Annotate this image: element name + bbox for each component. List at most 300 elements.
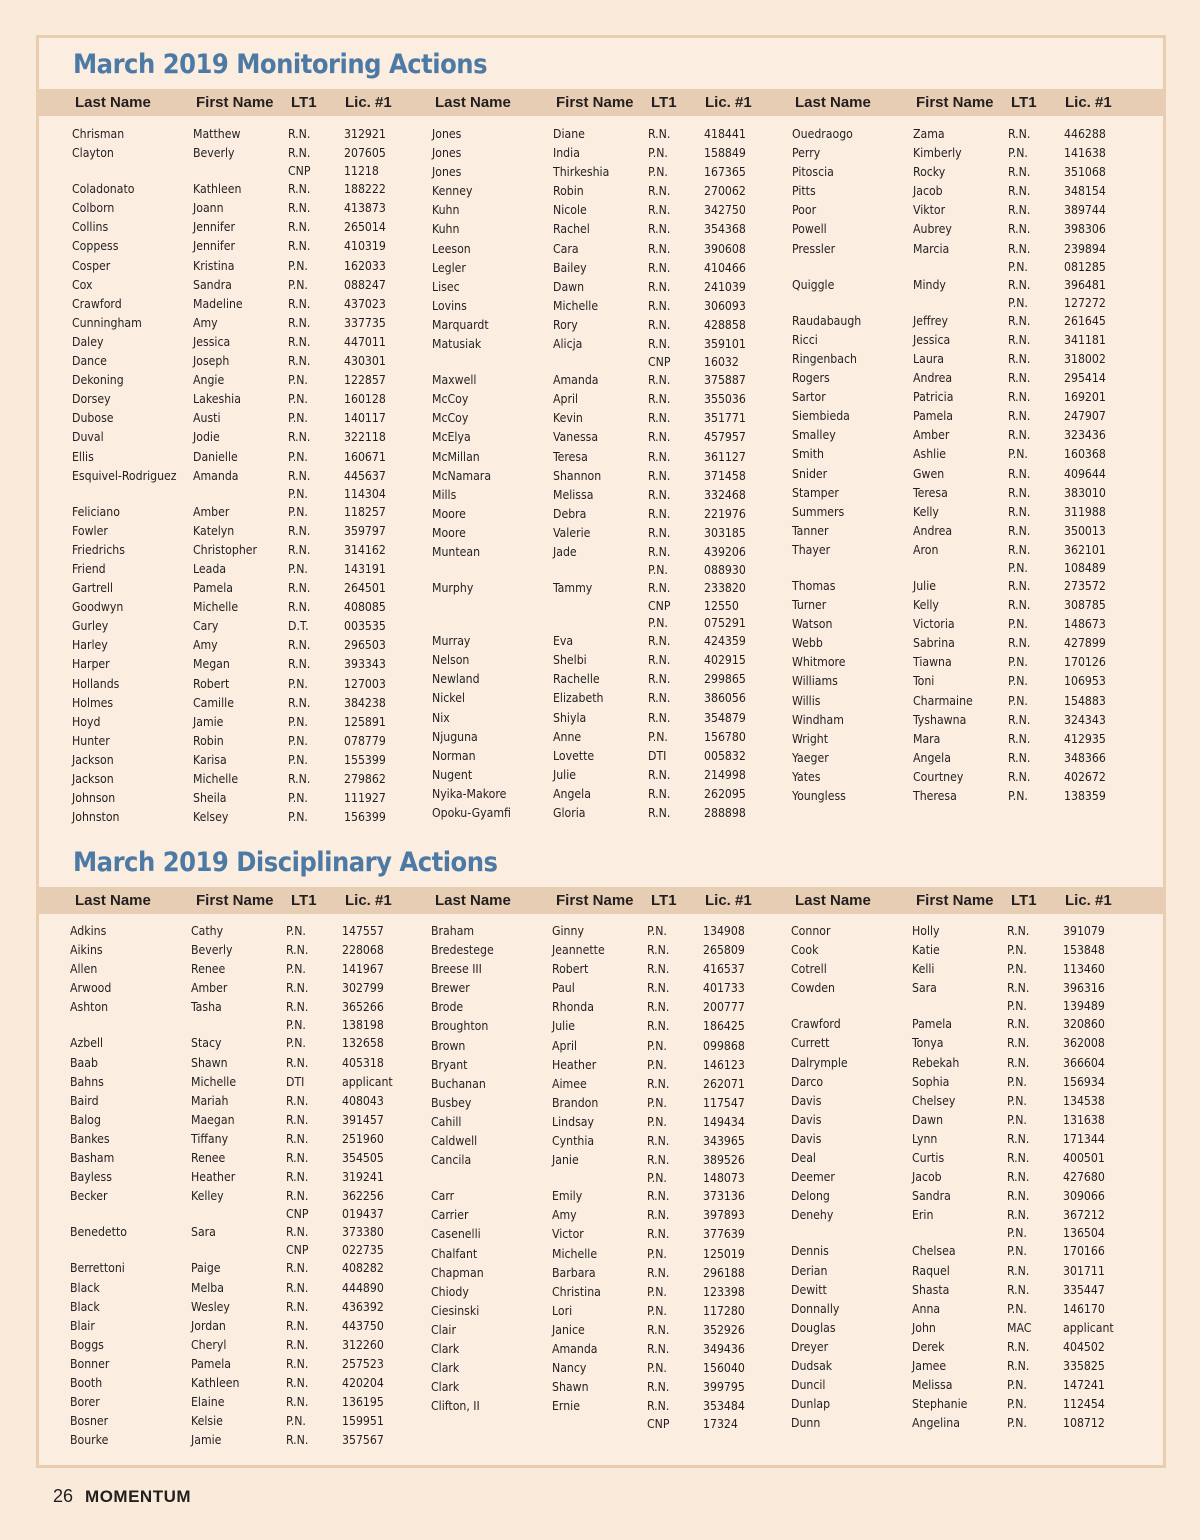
- first-name: Jessica: [913, 332, 951, 347]
- table-row: [72, 560, 418, 579]
- first-name: Victor: [552, 1227, 584, 1242]
- first-name: Stacy: [191, 1036, 222, 1051]
- last-name: Willis: [792, 693, 821, 708]
- license-number: 146170: [1063, 1301, 1105, 1316]
- last-name: Chiody: [431, 1284, 469, 1299]
- last-name: Baab: [70, 1055, 98, 1070]
- table-row: [792, 768, 1138, 787]
- license-number: 309066: [1063, 1189, 1105, 1204]
- license-type: P.N.: [1008, 789, 1028, 803]
- last-name: Harley: [72, 638, 108, 653]
- license-type: P.N.: [648, 563, 668, 578]
- table-row: [70, 1298, 416, 1317]
- table-row: [70, 1223, 416, 1242]
- disciplinary-header-lt1: LT1: [291, 892, 317, 909]
- license-number: 362101: [1064, 542, 1106, 557]
- license-number: 337735: [344, 315, 386, 330]
- license-type: P.N.: [647, 1095, 667, 1110]
- license-type: P.N.: [288, 504, 308, 519]
- monitoring-header-last: Last Name: [75, 94, 151, 111]
- last-name: Cox: [72, 277, 93, 292]
- last-name: Cancila: [431, 1153, 472, 1168]
- last-name: Marquardt: [432, 317, 489, 332]
- last-name: Mills: [432, 487, 457, 502]
- license-type: CNP: [286, 1207, 309, 1222]
- license-number: 134538: [1063, 1093, 1105, 1108]
- last-name: Quiggle: [792, 277, 835, 292]
- license-number: 141967: [342, 962, 384, 977]
- first-name: Joann: [193, 201, 224, 216]
- license-number: 262095: [704, 786, 746, 801]
- license-number: 155399: [344, 752, 386, 767]
- license-type: P.N.: [288, 810, 308, 825]
- first-name: Ginny: [552, 924, 584, 938]
- license-number: 11218: [344, 164, 379, 179]
- license-type: R.N.: [648, 298, 671, 313]
- license-type: R.N.: [648, 767, 671, 782]
- first-name: Teresa: [913, 485, 948, 500]
- first-name: April: [553, 392, 579, 407]
- last-name: Brewer: [431, 981, 470, 996]
- last-name: Coladonato: [72, 182, 135, 197]
- license-type: R.N.: [648, 525, 671, 540]
- first-name: Pamela: [193, 581, 233, 596]
- table-row: [432, 316, 778, 335]
- table-row: [432, 390, 778, 409]
- last-name: Berrettoni: [70, 1261, 125, 1276]
- table-row: [72, 163, 418, 180]
- table-row: [72, 218, 418, 237]
- license-number: 359101: [704, 337, 746, 352]
- last-name: Holmes: [72, 695, 114, 710]
- license-type: R.N.: [648, 449, 671, 464]
- first-name: Robert: [552, 962, 589, 977]
- first-name: Elaine: [191, 1395, 225, 1410]
- first-name: Holly: [912, 924, 940, 938]
- first-name: Nicole: [553, 203, 587, 218]
- license-number: 299865: [704, 672, 746, 687]
- last-name: Borer: [70, 1395, 100, 1410]
- license-type: P.N.: [647, 1038, 667, 1053]
- first-name: Camille: [193, 695, 234, 710]
- last-name: Kenney: [432, 184, 473, 199]
- first-name: Pamela: [913, 409, 953, 424]
- first-name: Madeline: [193, 296, 243, 311]
- license-type: R.N.: [288, 182, 311, 197]
- license-number: 147557: [342, 924, 384, 938]
- license-type: P.N.: [648, 165, 668, 180]
- last-name: Moore: [432, 525, 466, 540]
- license-number: 270062: [704, 184, 746, 199]
- table-row: [791, 922, 1137, 941]
- table-row: [792, 369, 1138, 388]
- first-name: Emily: [552, 1189, 583, 1204]
- first-name: Karisa: [193, 752, 227, 767]
- table-row: [70, 1431, 416, 1450]
- license-number: 320860: [1063, 1017, 1105, 1032]
- table-row: [792, 503, 1138, 522]
- license-type: R.N.: [286, 1299, 309, 1314]
- license-type: R.N.: [1008, 769, 1031, 784]
- table-row: [431, 1017, 777, 1036]
- last-name: Cowden: [791, 981, 835, 996]
- first-name: Heather: [191, 1170, 236, 1185]
- last-name: Deemer: [791, 1170, 835, 1185]
- license-number: 373380: [342, 1225, 384, 1240]
- last-name: Dewitt: [791, 1282, 827, 1297]
- last-name: Azbell: [70, 1036, 104, 1051]
- license-type: R.N.: [286, 1395, 309, 1410]
- last-name: Yaeger: [792, 750, 829, 765]
- last-name: Summers: [792, 504, 845, 519]
- first-name: Amanda: [553, 373, 599, 388]
- last-name: Dunn: [791, 1416, 821, 1431]
- license-number: 186425: [703, 1019, 745, 1034]
- page-footer: [53, 1486, 191, 1507]
- license-number: 416537: [703, 962, 745, 977]
- license-type: R.N.: [288, 146, 311, 161]
- license-type: R.N.: [648, 127, 671, 141]
- table-row: [791, 1054, 1137, 1073]
- last-name: Maxwell: [432, 373, 477, 388]
- license-type: R.N.: [286, 943, 309, 958]
- table-row: [70, 941, 416, 960]
- last-name: Yates: [792, 769, 821, 784]
- license-number: 214998: [704, 767, 746, 782]
- license-type: R.N.: [648, 392, 671, 407]
- license-type: P.N.: [286, 1036, 306, 1051]
- first-name: Kathleen: [191, 1375, 240, 1390]
- license-number: 303185: [704, 525, 746, 540]
- table-row: [432, 278, 778, 297]
- table-row: [431, 960, 777, 979]
- last-name: Opoku-Gyamfi: [432, 806, 511, 820]
- table-row: [432, 505, 778, 524]
- license-type: R.N.: [286, 1055, 309, 1070]
- license-number: 122857: [344, 373, 386, 388]
- table-row: [791, 1262, 1137, 1281]
- license-type: R.N.: [648, 317, 671, 332]
- last-name: Basham: [70, 1151, 115, 1166]
- license-number: 375887: [704, 373, 746, 388]
- license-type: P.N.: [1008, 617, 1028, 632]
- table-row: [72, 199, 418, 218]
- table-row: [72, 789, 418, 808]
- last-name: Wright: [792, 731, 829, 746]
- table-row: [70, 1355, 416, 1374]
- license-type: D.T.: [288, 619, 309, 634]
- license-number: 288898: [704, 806, 746, 820]
- license-number: 081285: [1064, 259, 1106, 274]
- monitoring-column-3: [792, 125, 1138, 806]
- license-type: R.N.: [648, 634, 671, 649]
- license-number: 170126: [1064, 655, 1106, 670]
- first-name: Kevin: [553, 411, 583, 426]
- license-type: R.N.: [286, 1000, 309, 1015]
- table-row: [72, 333, 418, 352]
- table-row: [431, 1132, 777, 1151]
- license-type: P.N.: [648, 616, 668, 631]
- license-number: 427899: [1064, 636, 1106, 651]
- license-type: R.N.: [1008, 390, 1031, 405]
- table-row: [792, 331, 1138, 350]
- last-name: Cahill: [431, 1114, 462, 1129]
- license-type: R.N.: [288, 695, 311, 710]
- license-type: R.N.: [1008, 351, 1031, 366]
- license-number: 143191: [344, 561, 386, 576]
- license-number: 156040: [703, 1361, 745, 1376]
- license-number: 169201: [1064, 390, 1106, 405]
- license-type: R.N.: [1007, 1017, 1030, 1032]
- last-name: Perry: [792, 146, 821, 161]
- license-number: 200777: [703, 1000, 745, 1015]
- first-name: Melba: [191, 1280, 224, 1295]
- first-name: Jamie: [193, 714, 224, 729]
- license-number: 311988: [1064, 504, 1106, 519]
- license-number: 408043: [342, 1093, 384, 1108]
- first-name: Marcia: [913, 241, 950, 256]
- first-name: Melissa: [912, 1378, 953, 1393]
- monitoring-header-first: First Name: [196, 94, 274, 111]
- page-number: 26: [53, 1486, 74, 1506]
- last-name: Esquivel-Rodriguez: [72, 468, 177, 483]
- last-name: Goodwyn: [72, 600, 124, 615]
- last-name: Jones: [432, 146, 462, 161]
- table-row: [791, 1073, 1137, 1092]
- table-row: [792, 787, 1138, 806]
- first-name: Austi: [193, 411, 221, 426]
- license-number: 153848: [1063, 943, 1105, 958]
- table-row: [432, 651, 778, 670]
- license-type: R.N.: [288, 239, 311, 254]
- license-number: 149434: [703, 1114, 745, 1129]
- license-type: R.N.: [648, 710, 671, 725]
- license-type: R.N.: [648, 487, 671, 502]
- last-name: Pitoscia: [792, 165, 834, 180]
- table-row: [70, 1187, 416, 1206]
- license-number: 352926: [703, 1322, 745, 1337]
- first-name: Zama: [913, 127, 945, 141]
- first-name: Tyshawna: [913, 712, 967, 727]
- first-name: Wesley: [191, 1299, 230, 1314]
- table-row: [791, 1111, 1137, 1130]
- table-row: [791, 1357, 1137, 1376]
- license-type: R.N.: [288, 430, 311, 445]
- license-type: P.N.: [1007, 1093, 1027, 1108]
- license-type: R.N.: [286, 1356, 309, 1371]
- first-name: Jacob: [912, 1170, 942, 1185]
- license-number: 409644: [1064, 466, 1106, 481]
- table-row: [432, 428, 778, 447]
- table-row: [791, 1034, 1137, 1053]
- last-name: Legler: [432, 260, 466, 275]
- license-number: 351771: [704, 411, 746, 426]
- license-number: 075291: [704, 616, 746, 631]
- table-row: [70, 1259, 416, 1278]
- license-type: R.N.: [648, 241, 671, 256]
- license-number: 136195: [342, 1395, 384, 1410]
- monitoring-title: March 2019 Monitoring Actions: [73, 49, 488, 80]
- license-type: R.N.: [1007, 1036, 1030, 1051]
- table-row: [791, 979, 1137, 998]
- first-name: Jeffrey: [913, 313, 949, 328]
- last-name: Bryant: [431, 1057, 468, 1072]
- table-row: [432, 125, 778, 144]
- last-name: Cunningham: [72, 315, 142, 330]
- first-name: Amy: [193, 638, 218, 653]
- license-number: 112454: [1063, 1397, 1105, 1412]
- first-name: Nancy: [552, 1361, 587, 1376]
- last-name: Dalrymple: [791, 1055, 848, 1070]
- last-name: Ringenbach: [792, 351, 857, 366]
- first-name: Rebekah: [912, 1055, 960, 1070]
- license-type: R.N.: [1008, 203, 1031, 218]
- license-number: 377639: [703, 1227, 745, 1242]
- table-row: [791, 960, 1137, 979]
- table-row: [792, 711, 1138, 730]
- last-name: Dubose: [72, 411, 114, 426]
- first-name: Angie: [193, 373, 225, 388]
- first-name: Jeannette: [552, 943, 605, 958]
- last-name: Duncil: [791, 1378, 826, 1393]
- last-name: Collins: [72, 220, 109, 235]
- monitoring-column-2: [432, 125, 778, 823]
- last-name: Bayless: [70, 1170, 112, 1185]
- license-number: 301711: [1063, 1263, 1105, 1278]
- first-name: Lynn: [912, 1131, 938, 1146]
- table-row: [432, 371, 778, 390]
- table-row: [431, 998, 777, 1017]
- license-number: 362008: [1063, 1036, 1105, 1051]
- first-name: Andrea: [913, 371, 953, 386]
- table-row: [72, 579, 418, 598]
- table-row: [70, 1374, 416, 1393]
- first-name: Toni: [913, 674, 935, 689]
- table-row: [70, 960, 416, 979]
- license-number: 247907: [1064, 409, 1106, 424]
- license-type: R.N.: [648, 411, 671, 426]
- table-row: [72, 276, 418, 295]
- table-row: [432, 524, 778, 543]
- license-number: 371458: [704, 468, 746, 483]
- license-number: 136504: [1063, 1226, 1105, 1241]
- last-name: Bahns: [70, 1074, 104, 1089]
- license-number: 322118: [344, 430, 386, 445]
- license-type: R.N.: [647, 962, 670, 977]
- table-row: [432, 354, 778, 371]
- first-name: India: [553, 146, 580, 161]
- disciplinary-header-last: Last Name: [435, 892, 511, 909]
- license-type: P.N.: [288, 733, 308, 748]
- table-row: [791, 1206, 1137, 1225]
- last-name: Leeson: [432, 241, 471, 256]
- license-number: 399795: [703, 1380, 745, 1395]
- first-name: Gloria: [553, 806, 586, 820]
- last-name: Cosper: [72, 258, 111, 273]
- license-type: R.N.: [286, 1131, 309, 1146]
- first-name: Tasha: [191, 1000, 222, 1015]
- table-row: [72, 448, 418, 467]
- license-number: 158849: [704, 146, 746, 161]
- license-type: P.N.: [647, 924, 667, 938]
- first-name: Tonya: [912, 1036, 944, 1051]
- first-name: Megan: [193, 657, 230, 672]
- license-number: 099868: [703, 1038, 745, 1053]
- table-row: [792, 484, 1138, 503]
- license-number: 295414: [1064, 371, 1106, 386]
- license-number: 312921: [344, 127, 386, 141]
- license-number: 365266: [342, 1000, 384, 1015]
- license-number: 147241: [1063, 1378, 1105, 1393]
- table-row: [431, 1416, 777, 1433]
- license-number: 156399: [344, 810, 386, 825]
- license-number: 005832: [704, 748, 746, 763]
- table-row: [431, 1264, 777, 1283]
- license-type: P.N.: [1007, 943, 1027, 958]
- table-row: [431, 1225, 777, 1244]
- first-name: Shiyla: [553, 710, 587, 725]
- last-name: Johnson: [72, 791, 116, 806]
- license-number: 354368: [704, 222, 746, 237]
- table-row: [431, 1151, 777, 1170]
- disciplinary-header-last: Last Name: [75, 892, 151, 909]
- license-number: 343965: [703, 1134, 745, 1149]
- first-name: Cynthia: [552, 1134, 595, 1149]
- table-row: [431, 1397, 777, 1416]
- table-row: [792, 163, 1138, 182]
- license-number: 17324: [703, 1417, 738, 1432]
- table-row: [792, 615, 1138, 634]
- table-row: [792, 201, 1138, 220]
- license-number: 410466: [704, 260, 746, 275]
- license-type: R.N.: [1008, 523, 1031, 538]
- license-number: 396481: [1064, 277, 1106, 292]
- license-type: R.N.: [1008, 578, 1031, 593]
- first-name: Kelli: [912, 962, 935, 977]
- table-row: [792, 634, 1138, 653]
- license-type: P.N.: [1008, 295, 1028, 310]
- last-name: Dekoning: [72, 373, 124, 388]
- license-type: MAC: [1007, 1320, 1032, 1335]
- last-name: Snider: [792, 466, 828, 481]
- license-number: 349436: [703, 1341, 745, 1356]
- license-number: 12550: [704, 599, 739, 614]
- table-row: [70, 1242, 416, 1259]
- last-name: Rogers: [792, 371, 830, 386]
- license-number: 123398: [703, 1284, 745, 1299]
- license-type: CNP: [648, 355, 671, 370]
- last-name: Delong: [791, 1189, 830, 1204]
- license-number: 361127: [704, 449, 746, 464]
- first-name: Thirkeshia: [553, 165, 610, 180]
- first-name: Michelle: [193, 772, 239, 786]
- license-number: 362256: [342, 1189, 384, 1204]
- license-type: R.N.: [1008, 371, 1031, 386]
- first-name: Beverly: [191, 943, 233, 958]
- license-number: 354879: [704, 710, 746, 725]
- first-name: Heather: [552, 1057, 597, 1072]
- table-row: [432, 632, 778, 651]
- license-type: P.N.: [288, 752, 308, 767]
- last-name: Youngless: [792, 789, 846, 803]
- license-number: 170166: [1063, 1244, 1105, 1259]
- first-name: Matthew: [193, 127, 241, 141]
- license-type: R.N.: [286, 1337, 309, 1352]
- last-name: Blair: [70, 1318, 95, 1333]
- license-type: P.N.: [1007, 1226, 1027, 1241]
- table-row: [70, 1092, 416, 1111]
- monitoring-header-lt1: LT1: [291, 94, 317, 111]
